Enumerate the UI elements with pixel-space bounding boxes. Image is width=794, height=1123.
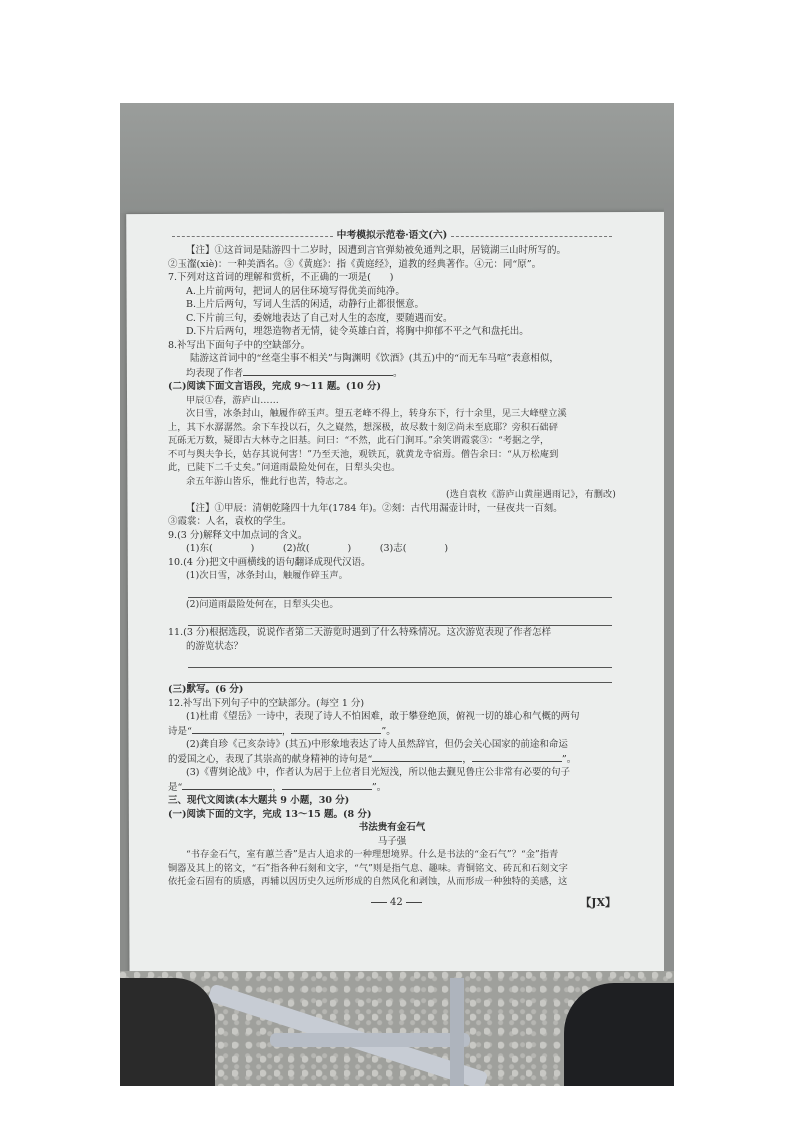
page-content (168, 228, 616, 918)
answer-blank[interactable] (472, 752, 562, 762)
header-rule-right (451, 236, 612, 237)
question-7: 7.下列对这首词的理解和赏析，不正确的一项是( ) (168, 272, 394, 283)
question-12-1: (1)杜甫《望岳》一诗中，表现了诗人不怕困难，敢于攀登绝顶，俯视一切的雄心和气概的两句 (186, 711, 580, 722)
classical-text-line: 上，其下水潺潺然。余下车投以石，久之嶷然，想深极，故尽数十刻②尚未至底耶？旁积石础砰 (168, 421, 559, 433)
question-11: 11.(3 分)根据选段，说说作者第二天游览时遇到了什么特殊情况。这次游览表现了作者怎样 (168, 627, 552, 638)
article-title: 书法贵有金石气 (358, 822, 426, 833)
question-12-3-answer: 是“ ， ”。 (168, 781, 387, 793)
answer-line[interactable] (188, 653, 612, 668)
question-12: 12.补写出下列句子中的空缺部分。(每空 1 分) (168, 697, 365, 709)
page-number: 42 (368, 896, 425, 910)
option-d: D.下片后两句，埋怨造物者无情，徒令英雄白首，将胸中抑郁不平之气和盘托出。 (186, 326, 529, 337)
answer-blank[interactable] (291, 724, 381, 734)
answer-blank[interactable] (372, 752, 462, 762)
question-10-item-1: (1)次日雪，冰条封山，触履作碎玉声。 (186, 570, 348, 581)
header-title: 中考模拟示范卷·语文(六) (336, 230, 448, 242)
answer-prefix: 诗是“ (168, 725, 192, 737)
question-12-1-answer: 诗是“ ， ”。 (168, 725, 396, 737)
note-line: ③霞裳：人名，袁枚的学生。 (168, 516, 292, 527)
option-a: A.上片前两句，把词人的居住环境写得优美而纯净。 (186, 285, 405, 297)
shoe-left (120, 978, 215, 1086)
part-3-heading: 三、现代文阅读(本大题共 9 小题，30 分) (168, 795, 350, 806)
answer-line[interactable] (188, 583, 612, 598)
classical-text-line: 次日雪，冰条封山，触履作碎玉声。望五老峰不得上，转身东下，行十余里，见三大峰壁立溪 (186, 408, 567, 419)
shoe-right (564, 983, 674, 1086)
question-9: 9.(3 分)解释文中加点词的含义。 (168, 529, 308, 541)
question-8: 8.补写出下面句子中的空缺部分。 (168, 339, 311, 351)
page-header (168, 228, 616, 244)
article-line: 依托金石固有的质感，再辅以因历史久远所形成的自然风化和剥蚀，从而形成一种独特的美感，这 (168, 876, 568, 887)
article-line: “书存金石气，室有蕙兰香”是古人追求的一种理想境界。什么是书法的“金石气”？“金”指青 (186, 849, 559, 860)
section-2-heading: (二)阅读下面文言语段，完成 9～11 题。(10 分) (168, 381, 381, 392)
question-8-text: 陆游这首词中的“丝毫尘事不相关”与陶渊明《饮酒》(其五)中的“而无车马喧”表意相似， (190, 353, 559, 364)
classical-text-line: 此，已陡下二千丈矣。”问道雨最险处何在，日犁头尖也。 (168, 462, 401, 473)
answer-blank[interactable] (182, 780, 272, 790)
note-line: 【注】①这首词是陆游四十二岁时，因遭到言官弹劾被免通判之职，居镜湖三山时所写的。 (186, 245, 567, 256)
classical-text-line: 甲辰①春，游庐山…… (186, 394, 279, 406)
text-source: (选自袁枚《游庐山黄崖遇雨记》，有删改) (446, 489, 616, 500)
background-wall (120, 103, 674, 213)
edition-code: 【JX】 (580, 896, 616, 909)
option-c: C.下片前三句，委婉地表达了自己对人生的态度，要随遇而安。 (186, 312, 453, 324)
chair-leg (450, 978, 464, 1086)
answer-line[interactable] (188, 611, 612, 626)
article-line: 铜器及其上的铭文，“石”指各种石刻和文字，“气”则是指气息、趣味。青铜铭文、砖瓦和石刻文字 (168, 862, 568, 874)
question-8-prompt: 均表现了作者 (186, 367, 244, 379)
option-b: B.上片后两句，写词人生活的闲适，动静行止都很惬意。 (186, 299, 425, 310)
question-11-cont: 的游览状态？ (186, 640, 244, 652)
question-10-item-2: (2)问道雨最险处何在，日犁头尖也。 (186, 598, 339, 610)
answer-prefix: 的爱国之心，表现了其崇高的献身精神的诗句是“ (168, 753, 373, 765)
article-author: 马子强 (377, 835, 407, 847)
section-heading: (一)阅读下面的文字，完成 13～15 题。(8 分) (168, 808, 372, 820)
note-line: ②玉瀣(xiè)：一种美酒名。③《黄庭》：指《黄庭经》，道教的经典著作。④元：同“原”。 (168, 258, 542, 270)
question-9-items: (1)东( ) (2)故( ) (3)志( ) (186, 543, 449, 554)
header-rule-left (172, 236, 333, 237)
question-12-2: (2)龚自珍《己亥杂诗》(其五)中形象地表达了诗人虽然辞官，但仍会关心国家的前途和命运 (186, 739, 568, 750)
chair-bar (270, 1033, 470, 1047)
answer-line[interactable] (188, 668, 612, 683)
background-edge (664, 203, 674, 1003)
classical-text-line: 余五年游山皆乐，惟此行也苦，特志之。 (186, 475, 354, 487)
answer-prefix: 是“ (168, 781, 183, 793)
question-8-answer: 均表现了作者 。 (186, 367, 403, 379)
section-3-heading: (三)默写。(6 分) (168, 684, 244, 695)
question-12-2-answer: 的爱国之心，表现了其崇高的献身精神的诗句是“ ， ”。 (168, 753, 577, 765)
answer-blank[interactable] (282, 780, 372, 790)
classical-text-line: 瓦砾无万数，疑即古大林寺之旧基。问曰：“不然，此石门涧耳。”余笑谓霞裳③：“考据之学， (168, 435, 550, 446)
note-line: 【注】①甲辰：清朝乾隆四十九年(1784 年)。②刻：古代用漏壶计时，一昼夜共一百刻。 (186, 502, 563, 514)
question-10: 10.(4 分)把文中画横线的语句翻译成现代汉语。 (168, 556, 371, 568)
answer-blank[interactable] (192, 724, 282, 734)
page-footer (168, 896, 616, 912)
classical-text-line: 不可与舆夫争长，姑存其说何害！”乃至天池，观铁瓦，就黄龙寺宿焉。僧告余曰：“从万松庵到 (168, 448, 559, 460)
answer-blank[interactable] (243, 366, 393, 376)
question-12-3: (3)《曹刿论战》中，作者认为居于上位者目光短浅，所以他去觐见鲁庄公非常有必要的句子 (186, 767, 570, 778)
